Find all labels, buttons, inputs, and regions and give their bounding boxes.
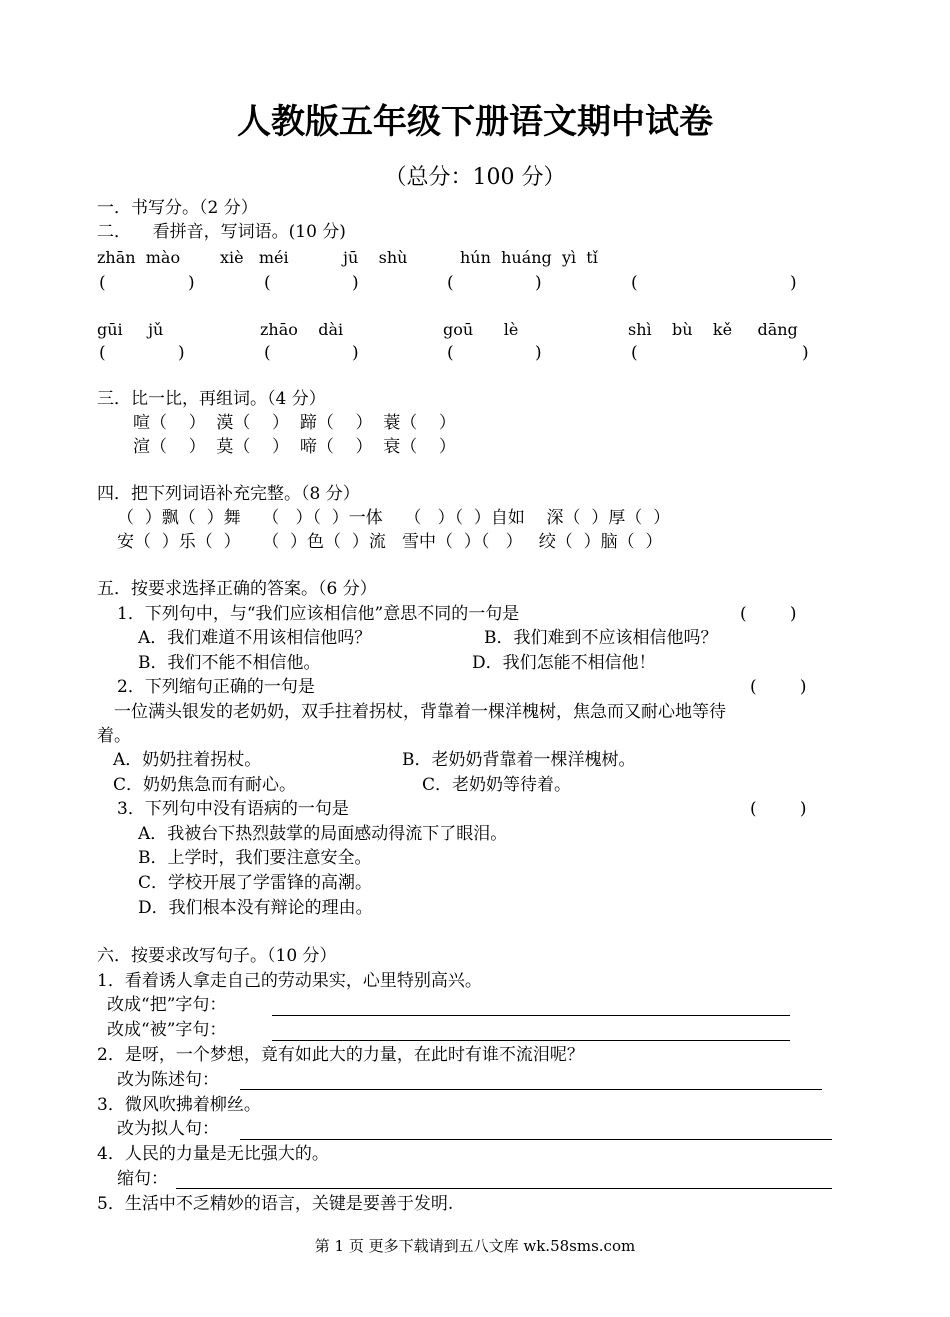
answer-box-open: ( [447, 273, 454, 293]
question-1-answer-paren: ( ) [740, 604, 797, 624]
answer-box-open: ( [264, 343, 271, 363]
option-b: B．我们难到不应该相信他吗？ [484, 628, 718, 648]
answer-box-close: ) [535, 343, 542, 363]
pinyin-1-4: hún huáng yì tǐ [460, 248, 598, 267]
rewrite-item-5: 5．生活中不乏精妙的语言，关键是要善于发明. [97, 1194, 454, 1214]
compare-line-1: 喧（ ） 漠（ ） 蹄（ ） 蓑（ ） [133, 413, 456, 433]
answer-box-close: ) [352, 343, 359, 363]
section-1-heading: 一．书写分。（2 分） [97, 198, 258, 218]
pinyin-1-2: xiè méi [220, 248, 289, 267]
rewrite-item-1: 1．看着诱人拿走自己的劳动果实，心里特别高兴。 [97, 971, 482, 991]
pinyin-1-3: jū shù [343, 248, 408, 267]
rewrite-bei-label: 改成“被”字句： [107, 1020, 227, 1040]
section-6-heading: 六．按要求改写句子。（10 分） [97, 946, 337, 966]
question-2-passage: 一位满头银发的老奶奶，双手拄着拐杖，背靠着一棵洋槐树，焦急而又耐心地等待 [114, 702, 726, 722]
option-a: A．奶奶拄着拐杖。 [113, 750, 262, 770]
rewrite-item-3: 3．微风吹拂着柳丝。 [97, 1095, 261, 1115]
answer-box-open: ( [99, 273, 106, 293]
pinyin-2-4: shì bù kě dāng [628, 320, 798, 339]
pinyin-2-2: zhāo dài [260, 320, 344, 339]
page-title: 人教版五年级下册语文期中试卷 [237, 102, 713, 142]
option-a: A．我们难道不用该相信他吗？ [138, 628, 372, 648]
question-1: 1．下列句中，与“我们应该相信他”意思不同的一句是 [117, 604, 520, 624]
section-5-heading: 五．按要求选择正确的答案。（6 分） [97, 579, 377, 599]
option-a: A．我被台下热烈鼓掌的局面感动得流下了眼泪。 [138, 824, 508, 844]
answer-box-close: ) [802, 343, 809, 363]
pinyin-1-1: zhān mào [97, 248, 181, 267]
section-4-heading: 四．把下列词语补充完整。（8 分） [97, 484, 360, 504]
option-d: D．我们根本没有辩论的理由。 [138, 898, 373, 918]
section-2-heading: 二． 看拼音，写词语。(10 分) [97, 222, 346, 242]
option-c: C．学校开展了学雷锋的高潮。 [138, 873, 373, 893]
rewrite-item-4: 4．人民的力量是无比强大的。 [97, 1144, 329, 1164]
answer-box-open: ( [264, 273, 271, 293]
answer-box-close: ) [535, 273, 542, 293]
score-total: （总分：100 分） [384, 165, 566, 190]
idiom-line-2: 安（ ）乐（ ） （ ）色（ ）流 雪中（ ）（ ） 绞（ ）脑（ ） [117, 532, 663, 552]
answer-box-close: ) [790, 273, 797, 293]
option-b: B．老奶奶背靠着一棵洋槐树。 [402, 750, 636, 770]
answer-box-open: ( [447, 343, 454, 363]
answer-line[interactable] [176, 1188, 832, 1189]
page-footer: 第 1 页 更多下载请到五八文库 wk.58sms.com [314, 1237, 636, 1255]
answer-box-close: ) [178, 343, 185, 363]
answer-line[interactable] [272, 1015, 790, 1016]
rewrite-ba-label: 改成“把”字句： [107, 995, 227, 1015]
pinyin-2-1: gūi jǔ [97, 320, 164, 339]
question-3-answer-paren: ( ) [750, 799, 807, 819]
section-3-heading: 三．比一比，再组词。（4 分） [97, 389, 326, 409]
option-c: C．奶奶焦急而有耐心。 [113, 775, 297, 795]
option-b: B．上学时，我们要注意安全。 [138, 848, 372, 868]
pinyin-2-3: goū lè [443, 320, 519, 339]
answer-box-open: ( [631, 273, 638, 293]
option-c: B．我们不能不相信他。 [138, 653, 321, 673]
question-2-passage-cont: 着。 [97, 726, 131, 746]
rewrite-personify-label: 改为拟人句： [117, 1119, 219, 1139]
answer-box-open: ( [99, 343, 106, 363]
rewrite-item-2: 2．是呀，一个梦想，竟有如此大的力量，在此时有谁不流泪呢？ [97, 1045, 584, 1065]
rewrite-declarative-label: 改为陈述句： [117, 1070, 219, 1090]
answer-line[interactable] [272, 1040, 790, 1041]
answer-line[interactable] [240, 1089, 822, 1090]
compare-line-2: 渲（ ） 莫（ ） 啼（ ） 衰（ ） [133, 437, 456, 457]
rewrite-shorten-label: 缩句： [117, 1169, 168, 1189]
option-d: C．老奶奶等待着。 [422, 775, 572, 795]
answer-box-close: ) [352, 273, 359, 293]
answer-box-open: ( [631, 343, 638, 363]
question-2-answer-paren: ( ) [750, 677, 807, 697]
answer-box-close: ) [188, 273, 195, 293]
idiom-line-1: （ ）飘（ ）舞 （ ）（ ）一体 （ ）（ ）自如 深（ ）厚（ ） [117, 508, 671, 528]
answer-line[interactable] [240, 1139, 832, 1140]
question-2: 2．下列缩句正确的一句是 [117, 677, 315, 697]
question-3: 3．下列句中没有语病的一句是 [117, 799, 349, 819]
option-d: D．我们怎能不相信他！ [472, 653, 656, 673]
